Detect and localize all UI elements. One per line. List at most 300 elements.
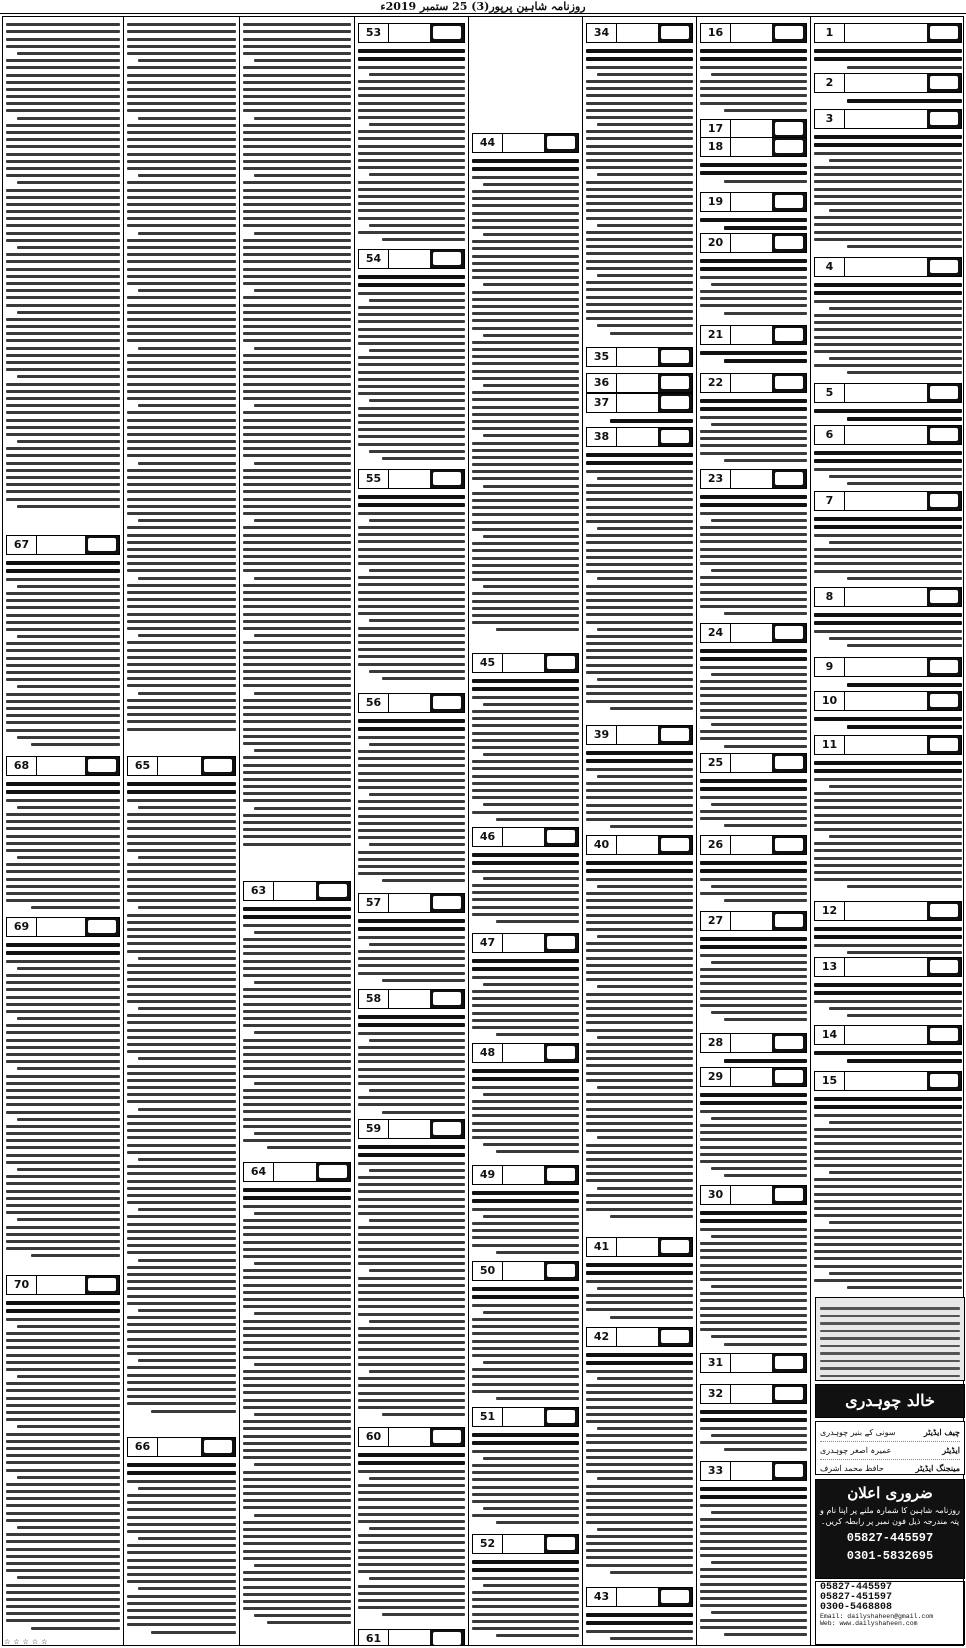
story-header	[243, 1162, 351, 1182]
text-line	[6, 268, 120, 271]
text-line	[700, 810, 807, 813]
text-line	[6, 729, 120, 732]
text-line	[243, 613, 351, 616]
editorial-block	[811, 1, 966, 1648]
story-badge	[201, 1438, 235, 1456]
text-line	[6, 498, 120, 501]
text-line	[700, 94, 807, 97]
text-line	[358, 378, 465, 381]
text-line	[243, 332, 351, 335]
role-name: حافظ محمد اشرف	[820, 1464, 884, 1473]
text-line	[369, 670, 465, 673]
text-line	[700, 817, 807, 820]
text-line	[6, 1154, 120, 1157]
text-line	[358, 641, 465, 644]
text-line	[586, 861, 693, 865]
text-line	[243, 512, 351, 515]
story-body	[700, 45, 807, 116]
story-badge-mark	[433, 252, 461, 265]
story-body	[586, 449, 693, 714]
text-line	[358, 591, 465, 594]
text-line	[586, 1449, 693, 1452]
text-line	[700, 796, 807, 799]
story-number: 3	[815, 110, 845, 128]
text-line	[820, 1307, 960, 1310]
text-line	[586, 1621, 693, 1625]
text-line	[700, 444, 807, 447]
text-line	[586, 1129, 693, 1132]
text-line	[472, 463, 579, 466]
text-line	[472, 477, 579, 480]
story-header	[700, 325, 807, 345]
text-line	[243, 224, 351, 227]
text-line	[6, 1240, 120, 1243]
text-line	[820, 1337, 960, 1340]
text-line	[472, 557, 579, 560]
text-line	[586, 1521, 693, 1524]
text-line	[472, 696, 579, 699]
text-line	[6, 1562, 120, 1565]
text-line	[586, 1384, 693, 1387]
text-line	[472, 710, 579, 713]
text-line	[243, 1255, 351, 1258]
print-notice	[815, 1297, 965, 1381]
role-name: سونی کے بنیر چوہدری	[820, 1428, 896, 1437]
text-line	[127, 605, 236, 608]
story-badge	[658, 394, 692, 412]
text-line	[700, 290, 807, 293]
text-line	[700, 937, 807, 941]
text-line	[127, 1187, 236, 1190]
text-line	[6, 1161, 120, 1164]
text-line	[243, 124, 351, 127]
text-line	[586, 1029, 693, 1032]
text-line	[472, 775, 579, 778]
text-line	[700, 576, 807, 579]
text-line	[586, 1271, 693, 1275]
text-line	[254, 347, 351, 350]
text-line	[586, 1014, 693, 1017]
text-line	[6, 88, 120, 91]
text-line	[472, 1568, 579, 1572]
story-badge-mark	[319, 884, 347, 897]
story-badge-mark	[775, 914, 803, 927]
text-line	[700, 982, 807, 985]
text-line	[586, 1406, 693, 1409]
text-line	[586, 811, 693, 814]
story-number: 35	[587, 348, 617, 366]
text-line	[472, 1486, 579, 1489]
contact-info	[815, 1581, 965, 1645]
notice-phone-1: 05827-445597	[846, 1531, 934, 1545]
text-line	[138, 1108, 236, 1111]
text-line	[358, 772, 465, 775]
story-badge-mark	[433, 896, 461, 909]
story-number: 55	[359, 470, 389, 488]
text-line	[472, 564, 579, 567]
text-line	[31, 1627, 120, 1630]
text-line	[358, 1075, 465, 1078]
text-line	[586, 1000, 693, 1003]
text-line	[472, 456, 579, 459]
story-header	[586, 23, 693, 43]
story-number: 24	[701, 624, 731, 642]
text-line	[243, 1017, 351, 1020]
website-address: Web: www.dailyshaheen.com	[820, 1620, 918, 1627]
text-line	[597, 1036, 693, 1039]
important-notice	[815, 1479, 965, 1579]
story-badge	[658, 24, 692, 42]
text-line	[586, 671, 693, 674]
text-line	[358, 555, 465, 558]
story-number: 1	[815, 24, 845, 42]
text-line	[17, 585, 120, 588]
text-line	[243, 1188, 351, 1192]
text-line	[483, 283, 579, 286]
text-line	[127, 820, 236, 823]
text-line	[243, 677, 351, 680]
text-line	[586, 166, 693, 169]
text-line	[138, 1309, 236, 1312]
text-line	[127, 1471, 236, 1475]
text-line	[254, 519, 351, 522]
text-line	[472, 247, 579, 250]
text-line	[127, 835, 236, 838]
text-line	[17, 181, 120, 184]
text-line	[597, 477, 693, 480]
text-line	[127, 1616, 236, 1619]
story-badge-mark	[547, 936, 575, 949]
text-line	[700, 1604, 807, 1607]
text-line	[358, 927, 465, 931]
text-line	[243, 1118, 351, 1121]
text-line	[243, 843, 351, 846]
text-line	[138, 519, 236, 522]
text-line	[382, 677, 465, 680]
text-line	[700, 452, 807, 455]
text-line	[586, 87, 693, 90]
text-line	[700, 102, 807, 105]
story-header	[472, 1261, 579, 1281]
story-badge	[772, 754, 806, 772]
story-number: 56	[359, 694, 389, 712]
text-line	[127, 203, 236, 206]
text-line	[724, 312, 807, 315]
story-badge	[544, 828, 578, 846]
story-header	[358, 1629, 465, 1645]
text-line	[472, 614, 579, 617]
text-line	[243, 778, 351, 781]
text-line	[243, 189, 351, 192]
story-badge-mark	[204, 1440, 232, 1453]
story-number: 43	[587, 1588, 617, 1606]
text-line	[17, 806, 120, 809]
text-line	[127, 1595, 236, 1598]
story-number: 28	[701, 1034, 731, 1052]
text-line	[127, 1201, 236, 1204]
text-line	[6, 1309, 120, 1313]
story-badge-mark	[775, 122, 803, 135]
story-badge-mark	[661, 430, 689, 443]
text-line	[700, 583, 807, 586]
text-line	[700, 437, 807, 440]
story-body	[6, 557, 120, 750]
text-line	[369, 1219, 465, 1222]
text-line	[127, 512, 236, 515]
col-6	[582, 17, 696, 1645]
text-line	[138, 59, 236, 62]
text-line	[6, 561, 120, 565]
story-badge-mark	[88, 538, 116, 551]
text-line	[700, 1525, 807, 1528]
text-line	[700, 968, 807, 971]
text-line	[586, 1294, 693, 1297]
text-line	[254, 462, 351, 465]
story-number: 8	[815, 588, 845, 606]
text-line	[586, 656, 693, 659]
text-line	[138, 1208, 236, 1211]
text-line	[358, 217, 465, 220]
text-line	[358, 1327, 465, 1330]
text-line	[127, 390, 236, 393]
text-line	[724, 1448, 807, 1451]
text-line	[6, 217, 120, 220]
text-line	[369, 224, 465, 227]
story-badge-mark	[775, 26, 803, 39]
text-line	[17, 1526, 120, 1529]
story-header	[700, 1185, 807, 1205]
text-line	[700, 666, 807, 669]
col-5	[468, 17, 582, 1645]
text-line	[127, 383, 236, 386]
text-line	[127, 318, 236, 321]
text-line	[358, 292, 465, 295]
text-line	[243, 821, 351, 824]
text-line	[586, 1535, 693, 1538]
text-line	[6, 411, 120, 414]
text-line	[700, 591, 807, 594]
text-line	[711, 1235, 807, 1238]
text-line	[586, 209, 693, 212]
text-line	[358, 548, 465, 551]
text-line	[6, 1024, 120, 1027]
story-header	[586, 1327, 693, 1347]
text-line	[472, 197, 579, 200]
text-line	[6, 614, 120, 617]
text-line	[243, 792, 351, 795]
text-line	[472, 506, 579, 509]
text-line	[472, 442, 579, 445]
text-line	[369, 519, 465, 522]
story-header	[700, 1353, 807, 1373]
story-badge-mark	[547, 830, 575, 843]
text-line	[586, 80, 693, 83]
text-line	[472, 1627, 579, 1630]
text-line	[127, 1072, 236, 1075]
story-header	[700, 119, 807, 139]
text-line	[127, 1402, 236, 1405]
text-line	[496, 920, 579, 923]
text-line	[6, 1075, 120, 1078]
story-number: 67	[7, 536, 37, 554]
text-line	[6, 239, 120, 242]
text-line	[6, 1247, 120, 1250]
text-line	[472, 717, 579, 720]
text-line	[358, 1262, 465, 1265]
text-line	[243, 952, 351, 955]
text-line	[711, 423, 807, 426]
text-line	[483, 485, 579, 488]
story-body	[358, 1011, 465, 1118]
text-line	[472, 600, 579, 603]
story-badge-mark	[88, 759, 116, 772]
text-line	[711, 569, 807, 572]
text-line	[724, 180, 807, 183]
text-line	[127, 584, 236, 587]
text-line	[358, 1498, 465, 1501]
text-line	[6, 678, 120, 681]
text-line	[6, 1332, 120, 1335]
text-line	[6, 260, 120, 263]
text-line	[597, 123, 693, 126]
text-line	[243, 167, 351, 170]
text-line	[700, 1110, 807, 1113]
text-line	[243, 1384, 351, 1387]
text-line	[472, 319, 579, 322]
text-line	[358, 1068, 465, 1071]
text-line	[586, 181, 693, 184]
text-line	[586, 231, 693, 234]
text-line	[243, 1406, 351, 1409]
text-line	[369, 299, 465, 302]
text-line	[6, 275, 120, 278]
text-line	[243, 1356, 351, 1359]
text-line	[586, 768, 693, 771]
text-line	[358, 1356, 465, 1359]
text-line	[358, 757, 465, 760]
text-line	[472, 1368, 579, 1371]
text-line	[700, 399, 807, 403]
text-line	[6, 569, 120, 573]
story-badge	[658, 428, 692, 446]
story-badge-mark	[775, 626, 803, 639]
text-line	[243, 1607, 351, 1610]
text-line	[358, 807, 465, 810]
text-line	[586, 692, 693, 695]
text-line	[472, 305, 579, 308]
text-line	[586, 252, 693, 255]
text-line	[358, 865, 465, 868]
story-header	[586, 725, 693, 745]
story-body	[472, 675, 579, 825]
text-line	[254, 1132, 351, 1135]
story-header	[358, 693, 465, 713]
text-line	[358, 936, 465, 939]
text-line	[6, 1103, 120, 1106]
col-2	[123, 17, 239, 1645]
text-line	[127, 304, 236, 307]
text-line	[17, 1017, 120, 1020]
text-line	[243, 145, 351, 148]
text-line	[700, 533, 807, 536]
text-line	[6, 390, 120, 393]
story-number: 2	[815, 74, 845, 92]
story-header	[700, 192, 807, 212]
text-line	[700, 351, 807, 355]
text-line	[6, 138, 120, 141]
text-line	[6, 1418, 120, 1421]
text-line	[127, 978, 236, 981]
story-number: 19	[701, 193, 731, 211]
story-body	[700, 645, 807, 752]
text-line	[6, 426, 120, 429]
text-line	[358, 815, 465, 818]
text-line	[358, 57, 465, 61]
text-line	[6, 782, 120, 786]
text-line	[610, 419, 693, 423]
text-line	[6, 1182, 120, 1185]
text-line	[358, 1484, 465, 1487]
text-line	[243, 1593, 351, 1596]
text-line	[243, 656, 351, 659]
text-line	[127, 217, 236, 220]
text-line	[586, 195, 693, 198]
story-badge-mark	[775, 328, 803, 341]
story-badge-mark	[661, 1330, 689, 1343]
text-line	[597, 985, 693, 988]
text-line	[472, 1208, 579, 1211]
text-line	[6, 145, 120, 148]
text-line	[243, 814, 351, 817]
text-line	[254, 1312, 351, 1315]
text-line	[496, 1033, 579, 1036]
text-line	[369, 1269, 465, 1272]
text-line	[138, 1487, 236, 1490]
text-line	[243, 1046, 351, 1049]
story-header	[586, 1237, 693, 1257]
text-line	[358, 1183, 465, 1186]
text-line	[243, 433, 351, 436]
text-line	[243, 38, 351, 41]
text-line	[369, 943, 465, 946]
text-line	[586, 310, 693, 313]
text-line	[127, 1194, 236, 1197]
story-header	[586, 373, 693, 393]
text-line	[6, 707, 120, 710]
text-line	[586, 1361, 693, 1365]
text-line	[243, 1219, 351, 1222]
text-line	[243, 584, 351, 587]
text-line	[243, 1399, 351, 1402]
text-line	[700, 1153, 807, 1156]
text-line	[472, 1347, 579, 1350]
text-line	[127, 354, 236, 357]
text-line	[6, 397, 120, 400]
text-line	[586, 1100, 693, 1103]
text-line	[6, 1497, 120, 1500]
text-line	[358, 1406, 465, 1409]
story-body	[700, 1483, 807, 1640]
text-line	[700, 555, 807, 558]
text-line	[358, 786, 465, 789]
story-body	[472, 1187, 579, 1258]
text-line	[243, 1096, 351, 1099]
text-line	[127, 1366, 236, 1369]
story-badge	[772, 193, 806, 211]
text-line	[472, 959, 579, 963]
text-line	[472, 1620, 579, 1623]
story-badge	[658, 836, 692, 854]
